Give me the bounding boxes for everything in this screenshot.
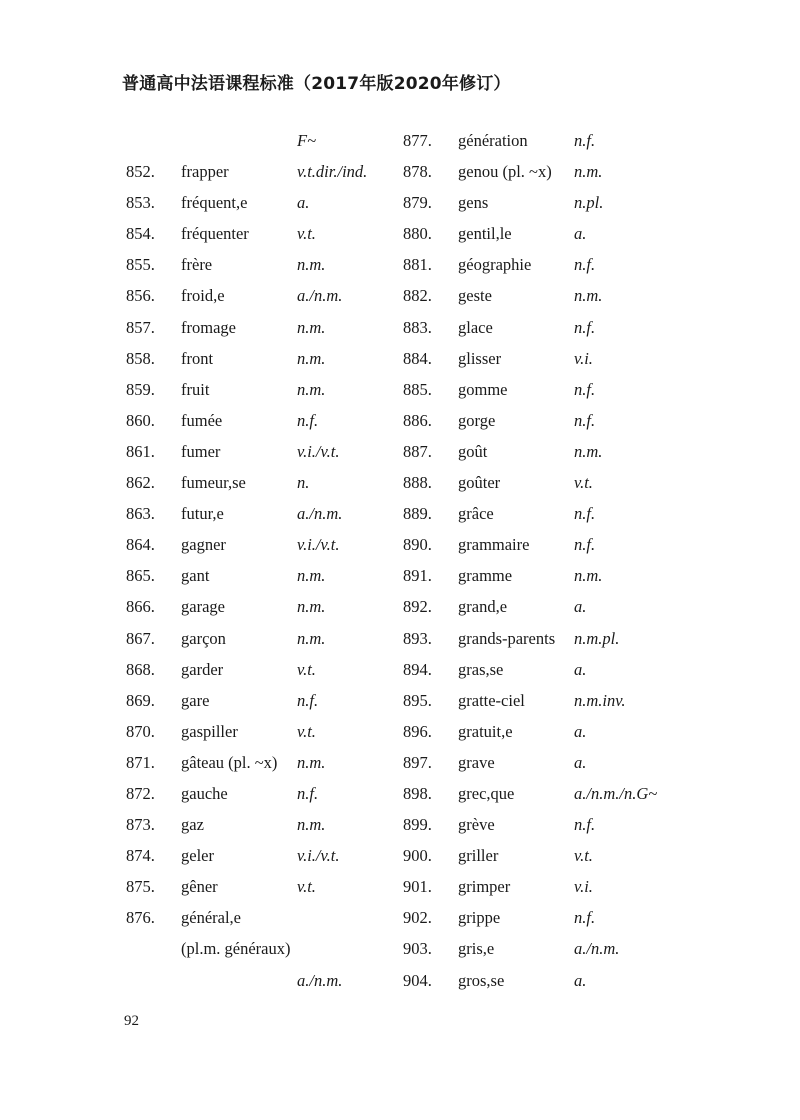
entry-number: 894. (403, 659, 432, 679)
vocabulary-entry (403, 498, 673, 529)
entry-part-of-speech: n.f. (574, 410, 596, 430)
vocabulary-column-left (126, 125, 396, 996)
entry-part-of-speech: a. (574, 659, 587, 679)
entry-word: garçon (181, 628, 226, 648)
entry-part-of-speech: n.m. (297, 597, 326, 617)
entry-word: glisser (458, 348, 502, 368)
entry-part-of-speech: n.m. (574, 286, 603, 306)
vocabulary-column-right (403, 125, 673, 996)
entry-word: frapper (181, 162, 229, 182)
entry-word: genou (pl. ~x) (458, 162, 552, 182)
vocabulary-entry (126, 374, 396, 405)
entry-number: 865. (126, 566, 155, 586)
entry-word: geler (181, 846, 214, 866)
entry-number: 870. (126, 721, 155, 741)
entry-number: 899. (403, 815, 432, 835)
vocabulary-entry (126, 747, 396, 778)
entry-word: gare (181, 690, 210, 710)
entry-part-of-speech: v.i./v.t. (297, 846, 340, 866)
vocabulary-entry (403, 436, 673, 467)
entry-number: 875. (126, 877, 155, 897)
entry-part-of-speech: v.t.dir./ind. (297, 162, 368, 182)
vocabulary-entry (126, 280, 396, 311)
entry-number: 864. (126, 535, 155, 555)
entry-word: gorge (458, 410, 496, 430)
entry-word: génération (458, 131, 528, 150)
vocabulary-entry (403, 560, 673, 591)
entry-part-of-speech: n.f. (574, 908, 596, 928)
entry-word: grave (458, 752, 495, 772)
entry-part-of-speech: v.i./v.t. (297, 535, 340, 555)
entry-part-of-speech: n.f. (574, 815, 596, 835)
entry-word: (pl.m. généraux) (181, 939, 291, 959)
entry-number: 886. (403, 410, 432, 430)
entry-word: fréquent,e (181, 193, 248, 213)
entry-word: gramme (458, 566, 513, 586)
entry-number: 855. (126, 255, 155, 275)
vocabulary-entry (126, 436, 396, 467)
entry-word: grand,e (458, 597, 508, 617)
entry-part-of-speech: v.i. (574, 348, 593, 368)
entry-word: frère (181, 255, 213, 275)
vocabulary-entry (403, 343, 673, 374)
page-number: 92 (124, 1013, 139, 1029)
entry-number: 872. (126, 783, 155, 803)
entry-number: 881. (403, 255, 432, 275)
entry-word: fumeur,se (181, 473, 246, 493)
entry-word: grève (458, 815, 495, 835)
entry-number: 861. (126, 441, 155, 461)
vocabulary-entry (126, 778, 396, 809)
vocabulary-entry (126, 343, 396, 374)
entry-number: 879. (403, 193, 432, 213)
entry-part-of-speech: n.m. (297, 317, 326, 337)
entry-part-of-speech: a./n.m. (574, 939, 620, 959)
entry-word: gens (458, 193, 489, 213)
entry-number: 901. (403, 877, 432, 897)
entry-part-of-speech: a. (574, 597, 587, 617)
entry-word: futur,e (181, 504, 224, 524)
entry-word: gaspiller (181, 721, 238, 741)
entry-word: grimper (458, 877, 511, 897)
vocabulary-entry (403, 280, 673, 311)
vocabulary-entry (403, 591, 673, 622)
vocabulary-entry (403, 249, 673, 280)
entry-number: 882. (403, 286, 432, 306)
entry-word: garder (181, 659, 224, 679)
entry-word: gras,se (458, 659, 504, 679)
entry-word: garage (181, 597, 225, 617)
entry-number: 895. (403, 690, 432, 710)
entry-part-of-speech: n.m. (574, 566, 603, 586)
entry-word: goût (458, 441, 488, 461)
entry-word: grâce (458, 504, 494, 524)
entry-number: 898. (403, 783, 432, 803)
entry-part-of-speech: n.m. (574, 441, 603, 461)
entry-part-of-speech: v.t. (297, 877, 316, 897)
entry-word: fréquenter (181, 224, 249, 244)
vocabulary-entry (403, 716, 673, 747)
vocabulary-entry (126, 840, 396, 871)
entry-number: 856. (126, 286, 155, 306)
vocabulary-entry (126, 809, 396, 840)
vocabulary-entry (403, 840, 673, 871)
entry-word: grippe (458, 908, 501, 928)
entry-part-of-speech: n.f. (574, 255, 596, 275)
vocabulary-entry (126, 965, 396, 996)
vocabulary-entry (126, 871, 396, 902)
vocabulary-entry (403, 623, 673, 654)
entry-part-of-speech: a. (297, 193, 310, 213)
entry-part-of-speech: n.f. (297, 783, 319, 803)
vocabulary-entry (126, 249, 396, 280)
vocabulary-entry (126, 156, 396, 187)
vocabulary-entry (126, 685, 396, 716)
entry-word: grec,que (458, 783, 515, 803)
vocabulary-entry (403, 902, 673, 933)
entry-number: 884. (403, 348, 432, 368)
vocabulary-entry (403, 685, 673, 716)
entry-word: gauche (181, 783, 228, 803)
entry-number: 867. (126, 628, 155, 648)
entry-number: 857. (126, 317, 155, 337)
vocabulary-entry (126, 654, 396, 685)
vocabulary-entry (403, 778, 673, 809)
entry-number: 876. (126, 908, 155, 928)
entry-word: goûter (458, 473, 501, 493)
entry-number: 885. (403, 379, 432, 399)
entry-number: 858. (126, 348, 155, 368)
vocabulary-entry (126, 312, 396, 343)
entry-number: 869. (126, 690, 155, 710)
entry-word: fromage (181, 317, 236, 337)
entry-number: 880. (403, 224, 432, 244)
entry-word: grammaire (458, 535, 530, 555)
entry-part-of-speech: n.pl. (574, 193, 604, 213)
entry-part-of-speech: n.f. (574, 131, 596, 150)
entry-number: 862. (126, 473, 155, 493)
entry-word: fumer (181, 441, 221, 461)
entry-number: 902. (403, 908, 432, 928)
entry-part-of-speech: v.t. (297, 659, 316, 679)
vocabulary-entry (403, 747, 673, 778)
entry-word: gris,e (458, 939, 495, 959)
entry-part-of-speech: v.i./v.t. (297, 441, 340, 461)
entry-number: 866. (126, 597, 155, 617)
entry-part-of-speech: a./n.m. (297, 504, 343, 524)
entry-number: 900. (403, 846, 432, 866)
entry-part-of-speech: v.t. (574, 846, 593, 866)
entry-word: géographie (458, 255, 532, 275)
entry-part-of-speech: a. (574, 224, 587, 244)
entry-number: 904. (403, 970, 432, 990)
vocabulary-entry (403, 405, 673, 436)
entry-number: 892. (403, 597, 432, 617)
entry-word: gêner (181, 877, 218, 897)
vocabulary-entry (403, 871, 673, 902)
entry-number: 873. (126, 815, 155, 835)
entry-part-of-speech: n.f. (574, 379, 596, 399)
entry-word: gentil,le (458, 224, 512, 244)
vocabulary-entry (126, 623, 396, 654)
vocabulary-entry (403, 187, 673, 218)
entry-word: gant (181, 566, 210, 586)
vocabulary-entry (126, 405, 396, 436)
entry-word: geste (458, 286, 492, 306)
vocabulary-entry (126, 187, 396, 218)
entry-word: gros,se (458, 970, 505, 990)
entry-part-of-speech: n.f. (574, 535, 596, 555)
entry-word: gomme (458, 379, 508, 399)
entry-part-of-speech: n.m. (297, 815, 326, 835)
entry-number: 887. (403, 441, 432, 461)
entry-word: glace (458, 317, 493, 337)
entry-number: 877. (403, 131, 432, 150)
entry-part-of-speech: n.m. (297, 566, 326, 586)
entry-part-of-speech: a. (574, 721, 587, 741)
entry-part-of-speech: n. (297, 473, 310, 493)
entry-number: 897. (403, 752, 432, 772)
entry-part-of-speech: a./n.m. (297, 286, 343, 306)
entry-number: 853. (126, 193, 155, 213)
entry-number: 889. (403, 504, 432, 524)
entry-part-of-speech: F~ (297, 131, 317, 150)
vocabulary-entry (403, 125, 673, 156)
entry-part-of-speech: v.t. (574, 473, 593, 493)
entry-part-of-speech: n.f. (574, 317, 596, 337)
entry-number: 903. (403, 939, 432, 959)
entry-part-of-speech: n.m.inv. (574, 690, 626, 710)
entry-number: 893. (403, 628, 432, 648)
entry-part-of-speech: a./n.m. (297, 970, 343, 990)
vocabulary-entry (403, 156, 673, 187)
vocabulary-entry (403, 654, 673, 685)
entry-part-of-speech: n.m.pl. (574, 628, 620, 648)
entry-word: front (181, 348, 214, 368)
entry-part-of-speech: v.t. (297, 721, 316, 741)
vocabulary-entry (126, 529, 396, 560)
vocabulary-entry (403, 529, 673, 560)
vocabulary-entry (126, 218, 396, 249)
vocabulary-entry (126, 498, 396, 529)
vocabulary-entry (126, 902, 396, 933)
vocabulary-entry (403, 218, 673, 249)
vocabulary-entry (403, 933, 673, 964)
entry-part-of-speech: n.m. (297, 255, 326, 275)
entry-part-of-speech: n.m. (297, 752, 326, 772)
entry-part-of-speech: a./n.m./n.G~ (574, 783, 658, 803)
entry-part-of-speech: n.m. (574, 162, 603, 182)
entry-part-of-speech: n.m. (297, 628, 326, 648)
entry-number: 878. (403, 162, 432, 182)
entry-number: 854. (126, 224, 155, 244)
entry-word: général,e (181, 908, 241, 928)
entry-number: 863. (126, 504, 155, 524)
vocabulary-entry (126, 933, 396, 964)
entry-number: 890. (403, 535, 432, 555)
vocabulary-entry (126, 716, 396, 747)
entry-word: gâteau (pl. ~x) (181, 752, 278, 772)
entry-number: 860. (126, 410, 155, 430)
vocabulary-entry (126, 125, 396, 156)
vocabulary-entry (126, 560, 396, 591)
entry-number: 859. (126, 379, 155, 399)
entry-part-of-speech: n.f. (574, 504, 596, 524)
entry-word: griller (458, 846, 499, 866)
vocabulary-entry (403, 965, 673, 996)
entry-word: fumée (181, 410, 223, 430)
entry-part-of-speech: a. (574, 970, 587, 990)
entry-part-of-speech: v.i. (574, 877, 593, 897)
vocabulary-entry (403, 467, 673, 498)
entry-word: froid,e (181, 286, 225, 306)
entry-number: 868. (126, 659, 155, 679)
entry-number: 891. (403, 566, 432, 586)
entry-number: 888. (403, 473, 432, 493)
entry-word: gratte-ciel (458, 690, 525, 710)
entry-number: 896. (403, 721, 432, 741)
entry-word: gagner (181, 535, 226, 555)
vocabulary-entry (403, 312, 673, 343)
entry-word: fruit (181, 379, 210, 399)
entry-number: 871. (126, 752, 155, 772)
vocabulary-entry (403, 374, 673, 405)
vocabulary-entry (403, 809, 673, 840)
entry-part-of-speech: a. (574, 752, 587, 772)
entry-part-of-speech: n.m. (297, 348, 326, 368)
entry-part-of-speech: n.m. (297, 379, 326, 399)
entry-number: 883. (403, 317, 432, 337)
vocabulary-entry (126, 591, 396, 622)
entry-part-of-speech: n.f. (297, 690, 319, 710)
entry-number: 874. (126, 846, 155, 866)
entry-part-of-speech: v.t. (297, 224, 316, 244)
entry-part-of-speech: n.f. (297, 410, 319, 430)
vocabulary-entry (126, 467, 396, 498)
entry-word: gratuit,e (458, 721, 513, 741)
entry-word: grands-parents (458, 628, 556, 648)
entry-number: 852. (126, 162, 155, 182)
entry-word: gaz (181, 815, 204, 835)
page-header-title: 普通高中法语课程标准（2017年版2020年修订） (122, 74, 511, 94)
